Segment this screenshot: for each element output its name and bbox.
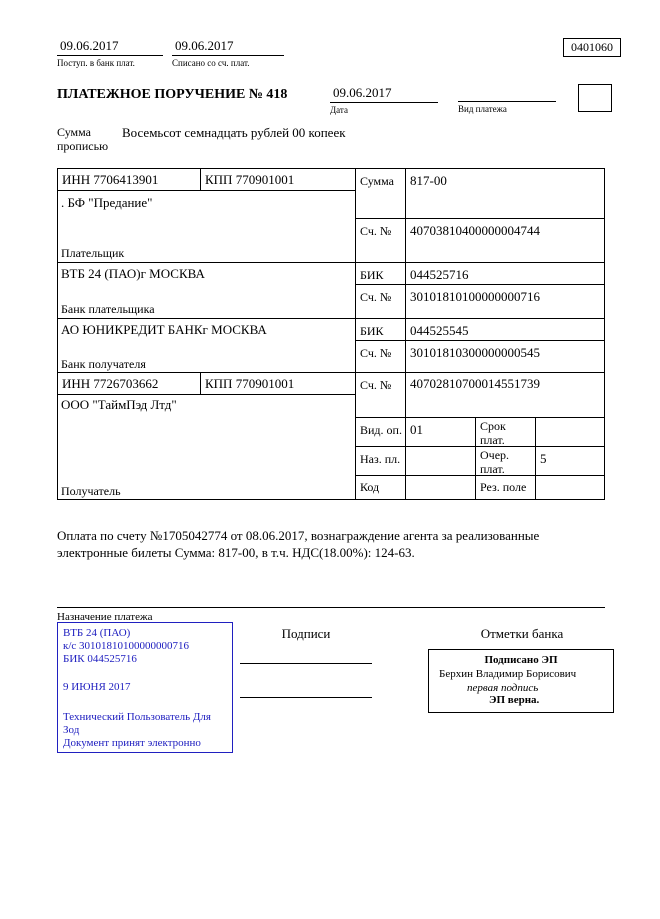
table-border-line: [57, 190, 355, 191]
op-kind-label: Вид. оп.: [360, 423, 402, 437]
payer-bank-section-label: Банк плательщика: [61, 302, 155, 316]
payee-account-label: Сч. №: [360, 378, 392, 392]
received-date-label: Поступ. в банк плат.: [57, 58, 135, 68]
payee-inn: ИНН 7726703662: [62, 376, 159, 391]
bank-acceptance-stamp: [57, 622, 233, 753]
payer-section-label: Плательщик: [61, 246, 125, 260]
payment-purpose-text: Оплата по счету №1705042774 от 08.06.2017, вознаграждение агента за реализованные электронные билеты Сумма: 817-00, в т.ч. НДС(18.00%): 124-63.: [57, 528, 540, 560]
table-border-line: [200, 372, 201, 394]
payer-bank-bik: 044525716: [410, 267, 469, 282]
bank-marks-label: Отметки банка: [480, 626, 564, 641]
debited-date: 09.06.2017: [172, 38, 284, 56]
amount-words-value: Восемьсот семнадцать рублей 00 копеек: [122, 125, 346, 140]
payee-account: 40702810700014551739: [410, 376, 540, 391]
table-border-line: [57, 168, 605, 169]
payee-bank-name: АО ЮНИКРЕДИТ БАНКг МОСКВА: [61, 322, 267, 337]
received-date: 09.06.2017: [57, 38, 163, 56]
table-border-line: [355, 417, 605, 418]
ep-verified: ЭП верна.: [489, 694, 540, 706]
sum-label: Сумма: [360, 174, 394, 188]
table-border-line: [57, 168, 58, 500]
payment-kind-label: Вид платежа: [458, 104, 507, 114]
priority-label: Очер. плат.: [480, 448, 510, 476]
signature-role: первая подпись: [467, 682, 539, 694]
payer-bank-bik-label: БИК: [360, 268, 384, 282]
table-border-line: [355, 218, 605, 219]
reserve-field-label: Рез. поле: [480, 480, 527, 494]
payee-section-label: Получатель: [61, 484, 121, 498]
stamp-date: 9 ИЮНЯ 2017: [63, 681, 131, 693]
signed-ep-title: Подписано ЭП: [484, 654, 558, 666]
payee-name: ООО "ТаймПэд Лтд": [61, 397, 177, 412]
table-border-line: [57, 262, 605, 263]
table-border-line: [355, 340, 605, 341]
payee-bank-account: 30101810300000000545: [410, 345, 540, 360]
stamp-user: Технический Пользователь Для Зод: [63, 711, 211, 736]
table-border-line: [405, 168, 406, 500]
payer-bank-account-label: Сч. №: [360, 290, 392, 304]
payee-kpp: КПП 770901001: [205, 376, 295, 391]
payee-bank-account-label: Сч. №: [360, 346, 392, 360]
table-border-line: [57, 394, 355, 395]
payment-purpose-label: Назначение платежа: [57, 611, 153, 623]
due-date-label: Срок плат.: [480, 419, 506, 447]
purpose-underline: [57, 607, 605, 608]
form-code-box: 0401060: [563, 38, 621, 57]
debited-from-account-field: [172, 38, 284, 69]
payer-account-label: Сч. №: [360, 224, 392, 238]
stamp-bank-name: ВТБ 24 (ПАО): [63, 627, 131, 639]
requisites-table: [57, 168, 605, 500]
payer-account: 40703810400000004744: [410, 223, 540, 238]
debited-date-label: Списано со сч. плат.: [172, 58, 250, 68]
table-border-line: [535, 417, 536, 499]
document-date: 09.06.2017: [330, 85, 438, 103]
document-date-label: Дата: [330, 105, 348, 115]
signature-line-1: [240, 663, 372, 664]
signer-name: Берхин Владимир Борисович: [439, 668, 577, 680]
signatures-label: Подписи: [281, 626, 331, 641]
payee-bank-section-label: Банк получателя: [61, 357, 146, 371]
table-border-line: [355, 168, 356, 500]
status-box: [578, 84, 612, 112]
purpose-code-label: Наз. пл.: [360, 452, 401, 466]
priority-value: 5: [540, 451, 547, 466]
received-in-bank-field: [57, 38, 163, 69]
payer-bank-name: ВТБ 24 (ПАО)г МОСКВА: [61, 266, 205, 281]
payer-name: . БФ "Предание": [61, 195, 153, 210]
amount-words-label: Сумма прописью: [57, 125, 109, 153]
signature-stamp-box: [428, 649, 614, 713]
table-border-line: [355, 284, 605, 285]
stamp-status: Документ принят электронно: [63, 737, 201, 749]
table-border-line: [604, 168, 605, 500]
op-kind-value: 01: [410, 422, 423, 437]
payment-kind-value: [458, 85, 556, 102]
stamp-corr-account: к/с 30101810100000000716: [63, 640, 190, 652]
table-border-line: [475, 417, 476, 499]
stamp-bik: БИК 044525716: [63, 653, 137, 665]
table-border-line: [57, 372, 605, 373]
table-border-line: [57, 499, 605, 500]
document-title: ПЛАТЕЖНОЕ ПОРУЧЕНИЕ № 418: [57, 87, 288, 102]
payer-kpp: КПП 770901001: [205, 172, 295, 187]
payer-inn: ИНН 7706413901: [62, 172, 159, 187]
payment-kind-field: [458, 85, 556, 115]
sum-value: 817-00: [410, 173, 447, 188]
code-label: Код: [360, 480, 380, 494]
document-date-field: [330, 85, 438, 116]
table-border-line: [57, 318, 605, 319]
table-border-line: [200, 168, 201, 190]
payer-bank-account: 30101810100000000716: [410, 289, 540, 304]
payee-bank-bik: 044525545: [410, 323, 469, 338]
payee-bank-bik-label: БИК: [360, 324, 384, 338]
signature-line-2: [240, 697, 372, 698]
